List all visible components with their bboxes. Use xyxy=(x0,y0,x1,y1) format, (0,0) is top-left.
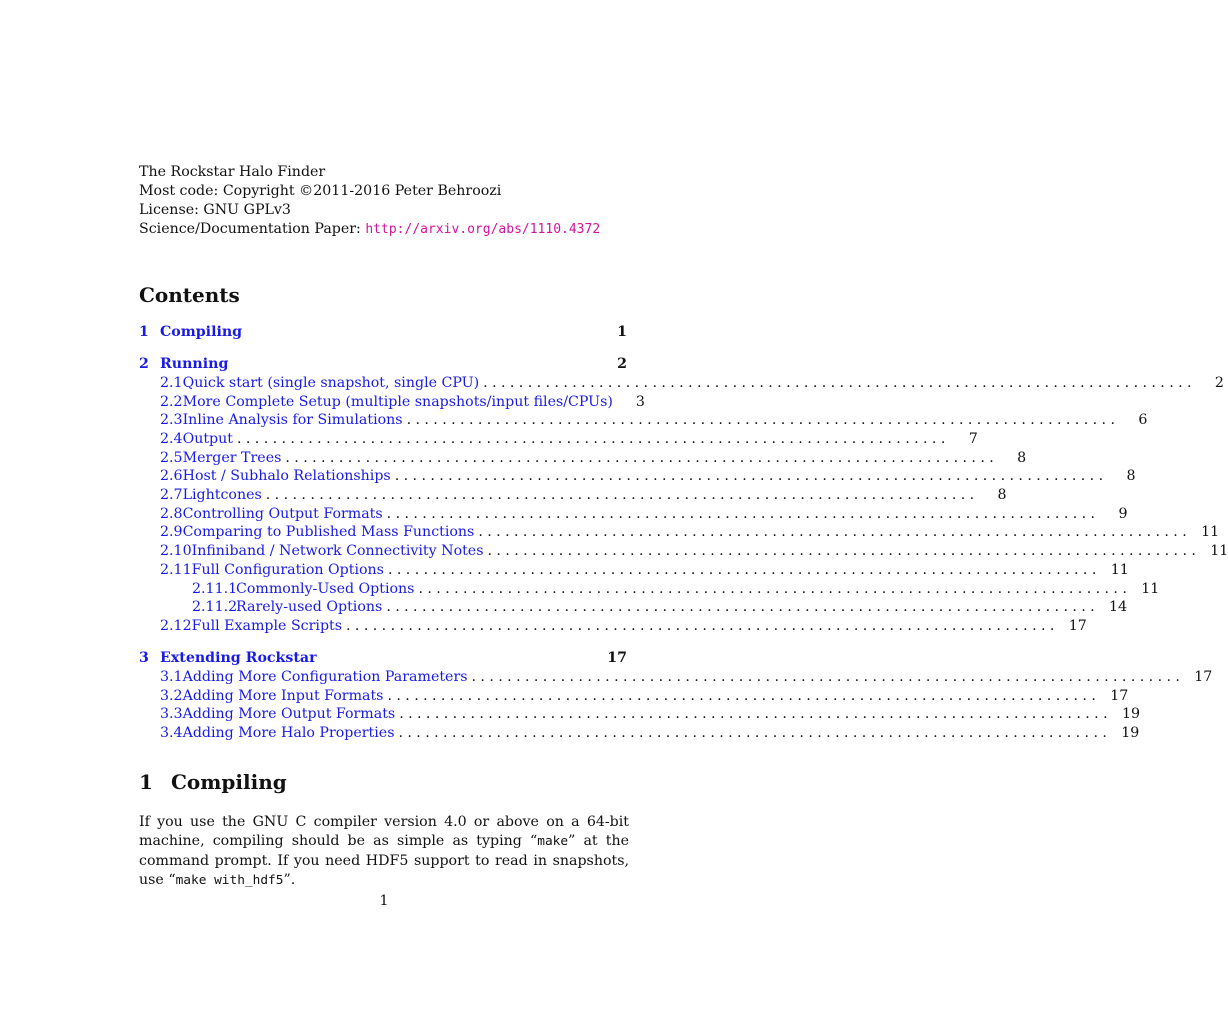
toc-entry-3-1[interactable] xyxy=(139,668,1213,687)
paragraph-text-1: If you use the GNU C compiler version 4.0 or above on a 64-bit machine, compiling should be as simple as typing “ xyxy=(139,814,629,850)
paper-label: Science/Documentation Paper: xyxy=(139,221,366,237)
code-make: make xyxy=(537,834,569,850)
toc-entry-title[interactable]: Adding More Input Formats xyxy=(182,687,384,704)
toc-entry-number[interactable]: 2.2 xyxy=(160,393,183,410)
toc-entry-page: 2 xyxy=(617,356,627,373)
toc-entry-title[interactable]: Host / Subhalo Relationships xyxy=(182,468,391,485)
toc-leader-dots: ................................................................................ xyxy=(394,468,1108,485)
toc-entry-title[interactable]: Running xyxy=(160,356,229,373)
toc-entry-page: 11 xyxy=(1141,580,1160,597)
toc-leader-dots: ................................................................................ xyxy=(399,706,1112,723)
toc-entry-number[interactable]: 3.1 xyxy=(160,668,183,685)
toc-entry-number[interactable]: 2.9 xyxy=(160,524,183,541)
toc-entry-2-5[interactable] xyxy=(139,449,1027,468)
toc-entry-page: 11 xyxy=(1201,524,1220,541)
toc-leader-dots: ................................................................................ xyxy=(236,431,950,448)
toc-entry-title[interactable]: Comparing to Published Mass Functions xyxy=(182,524,475,541)
toc-entry-page: 8 xyxy=(1126,468,1136,485)
paper-line xyxy=(139,220,639,239)
toc-leader-dots: ................................................................................ xyxy=(387,561,1101,578)
toc-entry-title[interactable]: Adding More Configuration Parameters xyxy=(182,668,468,685)
toc-gap xyxy=(139,636,627,650)
toc-gap xyxy=(139,342,627,356)
toc-entry-page: 7 xyxy=(968,431,978,448)
toc-leader-dots: ................................................................................ xyxy=(418,580,1132,597)
toc-entry-page: 9 xyxy=(1118,505,1128,522)
toc-leader-dots: ................................................................................ xyxy=(346,617,1059,634)
compiling-paragraph xyxy=(139,813,629,890)
toc-entry-title[interactable]: Inline Analysis for Simulations xyxy=(182,412,403,429)
toc-entry-number[interactable]: 3 xyxy=(139,650,149,667)
title-block xyxy=(139,163,639,239)
toc-leader-dots: ................................................................................ xyxy=(398,724,1112,741)
toc-entry-2-8[interactable] xyxy=(139,505,1128,524)
toc-entry-2-6[interactable] xyxy=(139,467,1136,486)
toc-entry-number[interactable]: 3.2 xyxy=(160,687,183,704)
toc-entry-page: 19 xyxy=(1121,706,1140,723)
toc-entry-1[interactable] xyxy=(139,323,627,342)
toc-entry-number[interactable]: 3.4 xyxy=(160,724,183,741)
toc-entry-3-4[interactable] xyxy=(139,724,1140,743)
toc-entry-2-12[interactable] xyxy=(139,617,1087,636)
toc-entry-3[interactable] xyxy=(139,649,627,668)
toc-leader-dots: ................................................................................ xyxy=(471,668,1185,685)
toc-entry-title[interactable]: Full Example Scripts xyxy=(191,617,343,634)
toc-leader-dots: ................................................................................ xyxy=(285,449,999,466)
table-of-contents xyxy=(139,323,1228,743)
toc-entry-title[interactable]: Infiniband / Network Connectivity Notes xyxy=(191,543,484,560)
toc-entry-2-10[interactable] xyxy=(139,542,1228,561)
code-make-with-hdf5: make with_hdf5 xyxy=(175,872,284,888)
toc-entry-title[interactable]: Full Configuration Options xyxy=(191,561,384,578)
toc-entry-number[interactable]: 3.3 xyxy=(160,706,183,723)
toc-entry-title[interactable]: Lightcones xyxy=(182,487,262,504)
toc-entry-page: 14 xyxy=(1109,599,1128,616)
toc-entry-page: 2 xyxy=(1214,374,1224,391)
document-title: The Rockstar Halo Finder xyxy=(139,164,326,180)
toc-leader-dots: ................................................................................ xyxy=(406,412,1120,429)
toc-entry-number[interactable]: 2.5 xyxy=(160,449,183,466)
section-number: 1 xyxy=(139,770,153,794)
toc-entry-page: 17 xyxy=(607,650,627,667)
toc-leader-dots: ................................................................................ xyxy=(387,687,1101,704)
toc-entry-page: 8 xyxy=(1017,449,1027,466)
toc-leader-dots: ................................................................................ xyxy=(386,599,1100,616)
toc-entry-title[interactable]: Extending Rockstar xyxy=(160,650,317,667)
toc-entry-title[interactable]: Adding More Output Formats xyxy=(182,706,396,723)
page-number: 1 xyxy=(379,893,389,909)
toc-entry-title[interactable]: Rarely-used Options xyxy=(236,599,383,616)
toc-entry-2-11-2[interactable] xyxy=(139,598,1128,617)
toc-entry-title[interactable]: Commonly-Used Options xyxy=(236,580,415,597)
toc-entry-number[interactable]: 2.7 xyxy=(160,487,183,504)
toc-entry-number[interactable]: 2.12 xyxy=(160,617,192,634)
toc-entry-2-9[interactable] xyxy=(139,523,1220,542)
toc-entry-page: 11 xyxy=(1210,543,1228,560)
section-heading xyxy=(139,770,287,794)
toc-entry-number[interactable]: 2.4 xyxy=(160,431,183,448)
toc-entry-title[interactable]: Compiling xyxy=(160,324,243,340)
toc-entry-page: 6 xyxy=(1138,412,1148,429)
toc-entry-2-1[interactable] xyxy=(139,374,1224,393)
toc-leader-dots: ................................................................................ xyxy=(265,487,979,504)
toc-entry-title[interactable]: Adding More Halo Properties xyxy=(182,724,395,741)
toc-entry-2-2[interactable] xyxy=(139,393,645,412)
toc-entry-2-4[interactable] xyxy=(139,430,978,449)
license-line: License: GNU GPLv3 xyxy=(139,202,291,218)
toc-entry-page: 17 xyxy=(1194,668,1213,685)
toc-entry-title[interactable]: Quick start (single snapshot, single CPU) xyxy=(182,374,480,391)
toc-entry-3-2[interactable] xyxy=(139,687,1129,706)
toc-entry-page: 11 xyxy=(1110,561,1129,578)
toc-entry-number[interactable]: 1 xyxy=(139,324,149,340)
section-title: Compiling xyxy=(171,770,287,794)
paragraph-text-2: ” at the command prompt. If you need HDF5 support to read in snapshots, use “ xyxy=(139,833,630,888)
toc-entry-number[interactable]: 2.6 xyxy=(160,468,183,485)
toc-entry-page: 17 xyxy=(1068,617,1087,634)
toc-entry-2[interactable] xyxy=(139,355,627,374)
toc-entry-page: 17 xyxy=(1110,687,1129,704)
toc-entry-number[interactable]: 2.10 xyxy=(160,543,192,560)
paper-url-link[interactable]: http://arxiv.org/abs/1110.4372 xyxy=(365,222,601,237)
toc-leader-dots: ................................................................................ xyxy=(386,505,1100,522)
toc-entry-3-3[interactable] xyxy=(139,705,1140,724)
toc-entry-number[interactable]: 2.11.1 xyxy=(192,580,238,597)
contents-heading: Contents xyxy=(139,283,240,307)
toc-entry-number[interactable]: 2.8 xyxy=(160,505,183,522)
toc-entry-page: 19 xyxy=(1121,724,1140,741)
toc-leader-dots: ................................................................................ xyxy=(478,524,1192,541)
toc-entry-title[interactable]: More Complete Setup (multiple snapshots/input files/CPUs) xyxy=(182,393,613,410)
paragraph-text-3: ”. xyxy=(283,871,296,888)
toc-entry-title[interactable]: Merger Trees xyxy=(182,449,282,466)
toc-entry-page: 1 xyxy=(617,324,627,340)
toc-entry-number[interactable]: 2.11.2 xyxy=(192,599,238,616)
toc-entry-2-3[interactable] xyxy=(139,411,1148,430)
toc-entry-2-11[interactable] xyxy=(139,561,1129,580)
toc-entry-number[interactable]: 2.3 xyxy=(160,412,183,429)
toc-entry-title[interactable]: Output xyxy=(182,431,233,448)
toc-entry-2-7[interactable] xyxy=(139,486,1007,505)
toc-entry-title[interactable]: Controlling Output Formats xyxy=(182,505,383,522)
copyright-line: Most code: Copyright ©2011-2016 Peter Behroozi xyxy=(139,183,502,199)
toc-entry-number[interactable]: 2.11 xyxy=(160,561,192,578)
toc-entry-page: 3 xyxy=(635,393,645,410)
toc-entry-number[interactable]: 2 xyxy=(139,356,149,373)
toc-entry-number[interactable]: 2.1 xyxy=(160,374,183,391)
toc-entry-page: 8 xyxy=(997,487,1007,504)
toc-leader-dots: ................................................................................ xyxy=(483,374,1196,391)
toc-leader-dots: ................................................................................ xyxy=(487,543,1201,560)
toc-entry-2-11-1[interactable] xyxy=(139,580,1160,599)
